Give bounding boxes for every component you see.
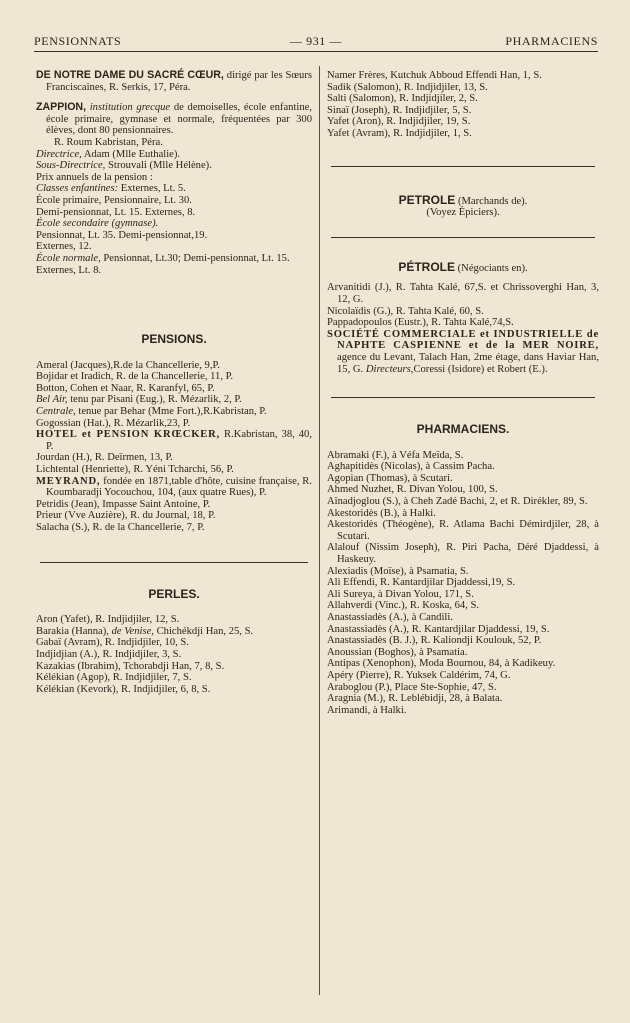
- list-item: Alalouf (Nissim Joseph), R. Piri Pacha, Déré Djaddessi, à Haskeuy.: [327, 542, 599, 566]
- list-item: Agopian (Thomas), à Scutari.: [327, 472, 453, 484]
- list-item: Lichtental (Henriette), R. Yéni Tcharchi, 56, P.: [36, 464, 234, 476]
- right-column: [327, 70, 599, 716]
- zappion-normale: École normale, Pensionnat, Lt.30; Demi-pensionnat, Lt. 15.: [36, 252, 290, 264]
- list-item: Yafet (Avram), R. Indjidjiler, 1, S.: [327, 127, 472, 139]
- list-item: Anoussian (Boghos), à Psamatia.: [327, 646, 468, 658]
- entry-societe-commerciale: SOCIÉTÉ COMMERCIALE et INDUSTRIELLE de NAPHTE CASPIENNE et de la MER NOIRE, agence du Levant, Talach Han, 2me étage, dans Haviar Han, 15, G. Directeurs,Coressi (Isidore) et Robert (E.).: [327, 328, 599, 375]
- list-item: Indjidjian (A.), R. Indjidjiler, 3, S.: [36, 648, 182, 660]
- list-item: Gogossian (Hat.), R. Mézarlik,23, P.: [36, 417, 191, 429]
- list-item: Araboglou (P.), Place Ste-Sophie, 47, S.: [327, 681, 497, 693]
- list-item: Anastassiadès (A.), à Candili.: [327, 612, 453, 623]
- column-divider: [319, 66, 320, 995]
- list-item: Jourdan (H.), R. Deïrmen, 13, P.: [36, 452, 173, 464]
- zappion-normale-externes: Externes, Lt. 8.: [36, 264, 102, 276]
- header-right: PHARMACIENS: [505, 34, 598, 48]
- header-rule: [34, 51, 598, 52]
- zappion-classes: Classes enfantines: Externes, Lt. 5.: [36, 183, 186, 195]
- entry-meyrand: MEYRAND, fondée en 1871,table d'hôte, cuisine française, R. Koumbaradji Yocouchou, 104, (aux quatre Rues), P.: [36, 475, 312, 499]
- list-item: Petridis (Jean), Impasse Saint Antoine, P.: [36, 498, 211, 510]
- list-item: Kazakias (Ibrahim), Tchorabdji Han, 7, 8, S.: [36, 660, 225, 672]
- list-item: Akestoridès (B.), à Halki.: [327, 507, 436, 519]
- list-item: Aron (Yafet), R. Indjidjiler, 12, S.: [36, 614, 180, 626]
- list-item: Gabaï (Avram), R. Indjidjiler, 10, S.: [36, 637, 189, 649]
- entry-zappion: ZAPPION, institution grecque de demoiselles, école enfantine, école primaire, gymnase et normale, fréquentées par 300 élèves, dont 80 pensionnaires.: [36, 101, 312, 137]
- zappion-ecole-primaire: École primaire, Pensionnaire, Lt. 30.: [36, 194, 192, 206]
- list-item: Apéry (Pierre), R. Yuksek Caldérim, 74, G.: [327, 669, 511, 681]
- list-item: Namer Frères, Kutchuk Abboud Effendi Han, 1, S.: [327, 70, 542, 81]
- list-item: Anastassiadès (A.), R. Kantardjilar Djaddessi, 19, S.: [327, 623, 550, 635]
- list-item: Alexiadis (Moïse), à Psamatia, S.: [327, 565, 469, 577]
- entry-bel-air: Bel Air, tenu par Pisani (Eug.), R. Mézarlik, 2, P.: [36, 394, 242, 406]
- list-item: Anastassiadès (B. J.), R. Kaliondji Koulouk, 52, P.: [327, 635, 542, 647]
- zappion-address: R. Roum Kabristan, Péra.: [54, 136, 163, 148]
- list-item: Pappadopoulos (Eustr.), R. Tahta Kalé,74,S.: [327, 317, 514, 329]
- section-title-petrole-negociants: PÉTROLE (Négociants en).: [398, 259, 528, 274]
- entry-notre-dame: DE NOTRE DAME DU SACRÉ CŒUR, dirigé par les Sœurs Franciscaines, R. Serkis, 17, Péra.: [36, 69, 312, 93]
- list-item: Akestoridès (Théogène), R. Atlama Bachi Démirdjiler, 28, à Scutari.: [327, 519, 599, 542]
- list-item: Sinaï (Joseph), R. Indjidjiler, 5, S.: [327, 104, 472, 116]
- list-item: Nicolaïdis (G.), R. Tahta Kalé, 60, S.: [327, 305, 484, 317]
- zappion-demi-pension: Demi-pensionnat, Lt. 15. Externes, 8.: [36, 206, 196, 218]
- list-item: Yafet (Aron), R. Indjidjiler, 19, S.: [327, 116, 471, 128]
- list-item: Arimandi, à Halki.: [327, 704, 407, 716]
- list-item: Aghapitidès (Nicolas), à Cassim Pacha.: [327, 461, 495, 473]
- left-column: [36, 70, 312, 695]
- list-item: Botton, Cohen et Naar, R. Karanfyl, 65, P.: [36, 382, 215, 394]
- zappion-ecole-secondaire: École secondaire (gymnase).: [36, 218, 159, 230]
- section-title-perles: PERLES.: [148, 586, 200, 601]
- entry-barakia: Barakia (Hanna), de Venise, Chichékdji Han, 25, S.: [36, 625, 254, 637]
- zappion-sec-pension: Pensionnat, Lt. 35. Demi-pensionnat,19.: [36, 229, 208, 241]
- list-item: Kélékian (Agop), R. Indjidjiler, 7, S.: [36, 672, 192, 684]
- list-item: Arvanitidi (J.), R. Tahta Kalé, 67,S. et Chrissoverghi Han, 3, 12, G.: [327, 282, 599, 305]
- list-item: Sadik (Salomon), R. Indjidjiler, 13, S.: [327, 81, 488, 93]
- entry-centrale: Centrale, tenue par Behar (Mme Fort.),R.Kabristan, P.: [36, 406, 267, 418]
- list-item: Aïnadjoglou (S.), à Cheh Zadé Bachi, 2, et R. Dirékler, 89, S.: [327, 496, 588, 508]
- zappion-sous-directrice: Sous-Directrice, Strouvali (Mlle Hélène).: [36, 160, 212, 172]
- list-item: Ali Effendi, R. Kantardjilar Djaddessi,19, S.: [327, 577, 516, 589]
- section-title-petrole-marchands: PETROLE (Marchands de).: [398, 192, 528, 207]
- list-item: Salacha (S.), R. de la Chancellerie, 7, P.: [36, 522, 205, 533]
- list-item: Ahmed Nuzhet, R. Divan Yolou, 100, S.: [327, 484, 498, 496]
- petrole-marchands-note: (Voyez Épiciers).: [426, 207, 500, 219]
- section-title-pensions: PENSIONS.: [141, 332, 207, 347]
- list-item: Bojidar et Iradich, R. de la Chancellerie, 11, P.: [36, 371, 234, 383]
- list-item: Ali Sureya, à Divan Yolou, 171, S.: [327, 588, 474, 600]
- list-item: Antipas (Xenophon), Moda Bournou, 84, à Kadikeuy.: [327, 658, 556, 670]
- section-title-pharmaciens: PHARMACIENS.: [416, 422, 510, 437]
- list-item: Prieur (Vve Auzière), R. du Journal, 18, P.: [36, 510, 216, 522]
- entry-hotel-kroecker: HOTEL et PENSION KRŒCKER, R.Kabristan, 38, 40, P.: [36, 429, 312, 452]
- list-item: Aragnia (M.), R. Leblébidji, 28, à Balata.: [327, 693, 503, 705]
- list-item: Ameral (Jacques),R.de la Chancellerie, 9,P.: [36, 359, 220, 371]
- list-item: Kélékian (Kevork), R. Indjidjiler, 6, 8, S.: [36, 683, 211, 695]
- header-left: PENSIONNATS: [34, 34, 122, 48]
- zappion-sec-externes: Externes, 12.: [36, 241, 92, 253]
- zappion-prix: Prix annuels de la pension :: [36, 171, 153, 183]
- list-item: Allahverdi (Vinc.), R. Koska, 64, S.: [327, 600, 480, 612]
- list-item: Salti (Salomon), R. Indjidjiler, 2, S.: [327, 93, 478, 105]
- zappion-directrice: Directrice, Adam (Mlle Euthalie).: [36, 148, 181, 160]
- list-item: Abramaki (F.), à Véfa Meïda, S.: [327, 449, 464, 461]
- page-number: — 931 —: [289, 34, 343, 48]
